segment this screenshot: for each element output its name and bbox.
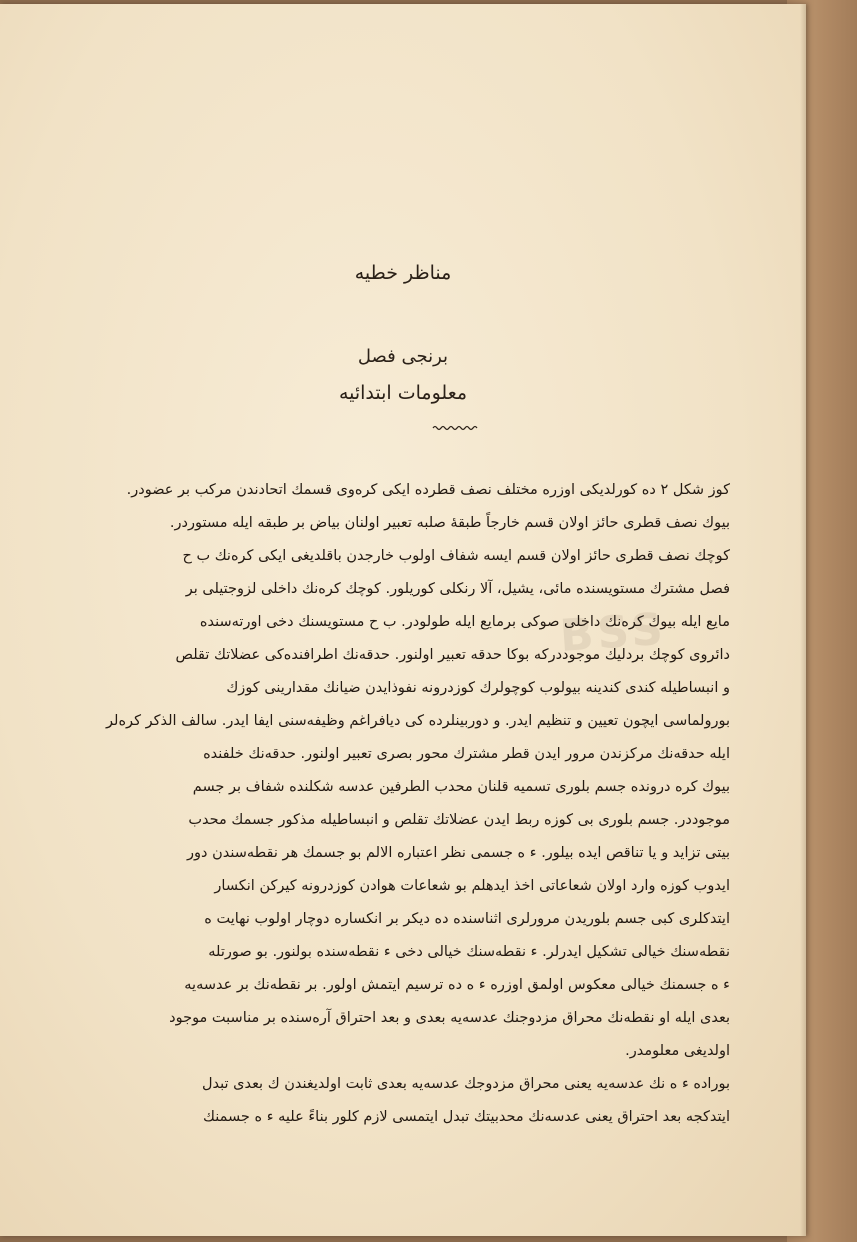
- text-line: كوز شكل ٢ ده كورلديكى اوزره مختلف نصف قطرده ايكى كره‌وى قسمك اتحادندن مركب بر عضودر.: [126, 482, 730, 498]
- section-title: معلومات ابتدائيه: [338, 382, 468, 404]
- text-line: بورولماسى ايچون تعيين و تنظيم ايدر. و دوربينلرده كى ديافراغم وظيفه‌سنى ايفا ايدر. سالف الذكر كره‌لر: [106, 713, 730, 729]
- text-line: ايله حدقه‌نك مركزندن مرور ايدن قطر مشترك محور بصرى تعبير اولنور. حدقه‌نك خلفنده: [203, 746, 730, 762]
- text-line: بيوك كره درونده جسم بلورى تسميه قلنان محدب الطرفين عدسه شكلنده شفاف بر جسم: [192, 779, 730, 795]
- text-line: بعدى ايله او نقطه‌نك محراق مزدوجنك عدسه‌يه بعدى و بعد احتراق آره‌سنده بر مناسبت موجود: [169, 1010, 730, 1026]
- body-paragraph: [70, 474, 730, 1134]
- text-line: فصل مشترك مستويسنده مائى، يشيل، آلا رنكلى كوريلور. كوچك كره‌نك داخلى لزوجتيلى بر: [185, 581, 730, 597]
- text-line: دائروى كوچك بردليك موجوددركه بوكا حدقه تعبير اولنور. حدقه‌نك اطرافنده‌كى عضلاتك تقلص: [175, 647, 730, 663]
- text-line: ء ه جسمنك خيالى معكوس اولمق اوزره ء ه ده ترسيم ايتمش اولور. بر نقطه‌نك بر عدسه‌يه: [184, 977, 730, 993]
- text-line: ايتدكجه بعد احتراق يعنى عدسه‌نك محدبيتك تبدل ايتمسى لازم كلور بناءً عليه ء ه جسمنك: [203, 1109, 730, 1125]
- text-line: بوراده ء ه نك عدسه‌يه يعنى محراق مزدوجك عدسه‌يه بعدى ثابت اولديغندن ك بعدى تبدل: [201, 1076, 730, 1092]
- page-edge-shadow: [800, 4, 806, 1236]
- text-line: بيتى تزايد و يا تناقص ايده بيلور. ء ه جسمى نظر اعتباره الالم بو جسمك هر نقطه‌سندن دور: [187, 845, 730, 861]
- text-line: ايتدكلرى كبى جسم بلوريدن مرورلرى اثناسنده ده ديكر بر انكساره دوچار اولوب نهايت ه: [204, 911, 730, 927]
- text-line: اولديغى معلومدر.: [625, 1043, 730, 1059]
- section-number: برنجى فصل: [357, 346, 449, 367]
- text-line: موجوددر. جسم بلورى بى كوزه ربط ايدن عضلاتك تقلص و انبساطيله مذكور جسمك محدب: [188, 812, 730, 828]
- ornament-divider: [432, 424, 478, 432]
- manuscript-page: [0, 4, 806, 1236]
- faint-watermark: BSS: [558, 603, 669, 662]
- text-line: و انبساطيله كندى كندينه بيولوب كوچولرك كوزدرونه نفوذايدن ضيانك مقدارينى كوزك: [226, 680, 730, 696]
- text-line: كوچك نصف قطرى حائز اولان قسم ايسه شفاف اولوب خارجدن باقلديغى ايكى كره‌نك ب ح: [182, 548, 730, 564]
- text-line: مايع ايله بيوك كره‌نك داخلى صوكى برمايع ايله طولودر. ب ح مستويسنك دخى اورته‌سنده: [199, 614, 730, 630]
- text-line: ايدوب كوزه وارد اولان شعاعاتى اخذ ايدهلم بو شعاعات هوادن كوزدرونه كيركن انكسار: [214, 878, 730, 894]
- text-line: نقطه‌سنك خيالى تشكيل ايدرلر. ء نقطه‌سنك خيالى دخى ء نقطه‌سنده بولنور. بو صورتله: [208, 944, 730, 960]
- text-line: بيوك نصف قطرى حائز اولان قسم خارجاً طبقهٔ صلبه تعبير اولنان بياض بر طبقه ايله مستوردر.: [169, 515, 730, 531]
- chapter-title: مناظر خطيه: [354, 262, 452, 284]
